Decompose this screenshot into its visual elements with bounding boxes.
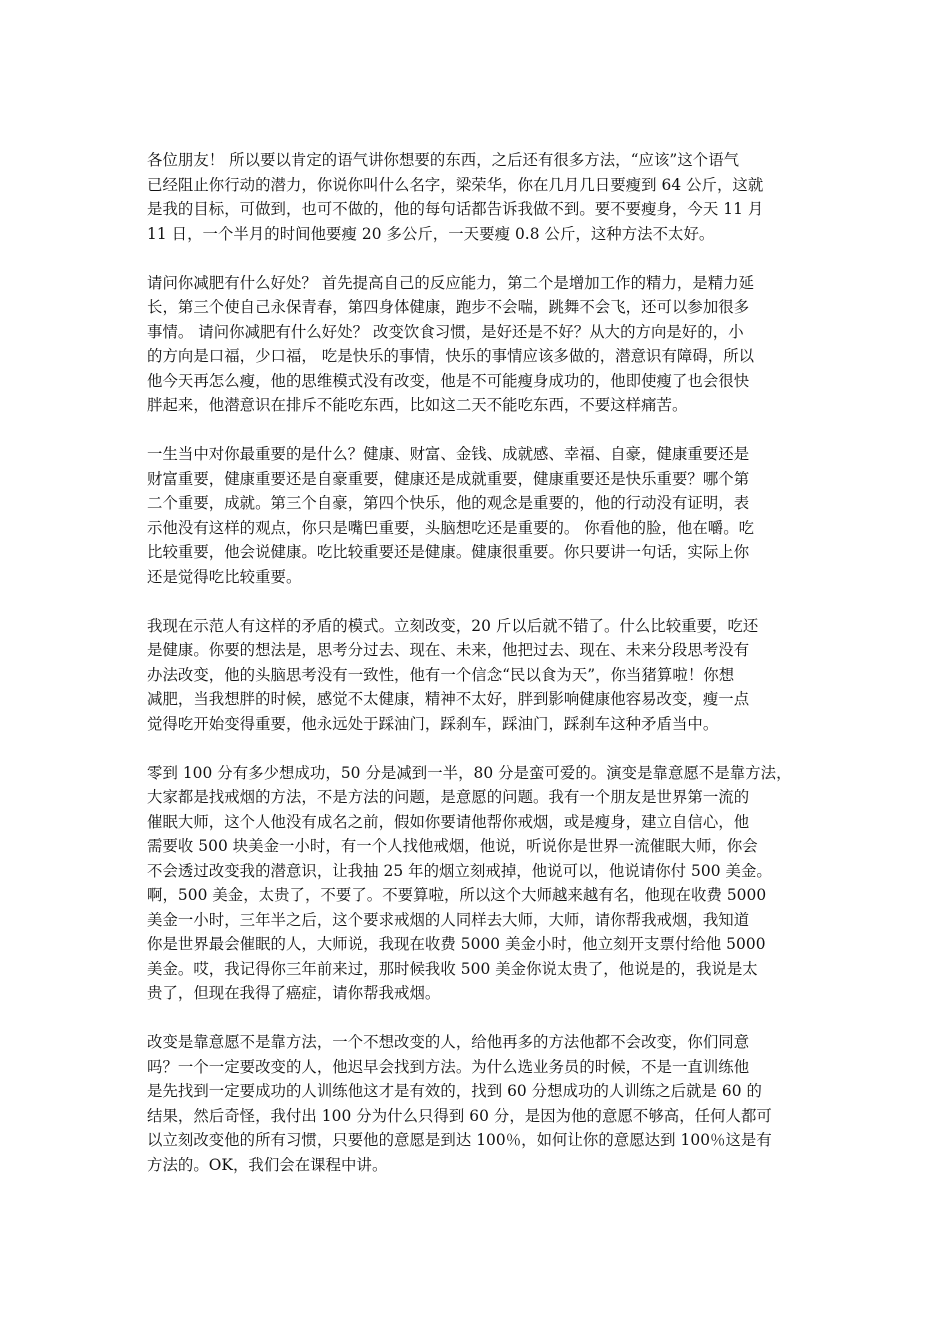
text-line: 不会透过改变我的潜意识，让我抽 25 年的烟立刻戒掉，他说可以，他说请你付 500 美金。 [147, 861, 772, 880]
text-line: 大家都是找戒烟的方法，不是方法的问题，是意愿的问题。我有一个朋友是世界第一流的 [147, 788, 750, 806]
text-line: 事情。 请问你减肥有什么好处？ 改变饮食习惯，是好还是不好？从大的方向是好的，小 [147, 322, 744, 341]
text-line: 财富重要，健康重要还是自豪重要，健康还是成就重要，健康重要还是快乐重要？哪个第 [147, 469, 750, 488]
text-line: 美金。哎，我记得你三年前来过，那时候我收 500 美金你说太贵了，他说是的，我说是太 [147, 959, 758, 978]
text-line: 办法改变，他的头脑思考没有一致性，他有一个信念“民以食为天”，你当猪算啦！你想 [147, 665, 735, 684]
text-line: 催眠大师，这个人他没有成名之前，假如你要请他帮你戒烟，或是瘦身，建立自信心，他 [147, 812, 750, 831]
text-line: 是健康。你要的想法是，思考分过去、现在、未来，他把过去、现在、未来分段思考没有 [147, 641, 750, 659]
text-line: 改变是靠意愿不是靠方法，一个不想改变的人，给他再多的方法他都不会改变，你们同意 [147, 1033, 750, 1051]
text-line: 他今天再怎么瘦，他的思维模式没有改变，他是不可能瘦身成功的，他即使瘦了也会很快 [147, 371, 750, 390]
text-line: 是我的目标，可做到，也可不做的，他的每句话都告诉我做不到。要不要瘦身，今天 11 月 [147, 200, 764, 218]
text-line: 已经阻止你行动的潜力，你说你叫什么名字，梁荣华，你在几月几日要瘦到 64 公斤，这就 [147, 175, 764, 194]
text-line: 你是世界最会催眠的人，大师说，我现在收费 5000 美金小时，他立刻开支票付给他 5000 [147, 935, 766, 953]
text-line: 以立刻改变他的所有习惯，只要他的意愿是到达 100％，如何让你的意愿达到 100％这是有 [147, 1131, 772, 1149]
paragraph-6 [147, 1030, 811, 1177]
text-line: 一生当中对你最重要的是什么？健康、财富、金钱、成就感、幸福、自豪，健康重要还是 [147, 445, 750, 463]
text-line: 觉得吃开始变得重要，他永远处于踩油门，踩刹车，踩油门，踩刹车这种矛盾当中。 [147, 714, 719, 733]
text-line: 是先找到一定要成功的人训练他这才是有效的，找到 60 分想成功的人训练之后就是 60 的 [147, 1082, 762, 1100]
document-page [147, 148, 811, 1202]
paragraph-3 [147, 442, 811, 589]
text-line: 我现在示范人有这样的矛盾的模式。立刻改变，20 斤以后就不错了。什么比较重要，吃还 [147, 616, 759, 635]
text-line: 请问你减肥有什么好处？ 首先提高自己的反应能力，第二个是增加工作的精力，是精力延 [147, 273, 755, 292]
paragraph-5 [147, 761, 811, 1006]
text-line: 啊，500 美金，太贵了，不要了。不要算啦，所以这个大师越来越有名，他现在收费 5000 [147, 886, 767, 904]
text-line: 需要收 500 块美金一小时，有一个人找他戒烟，他说，听说你是世界一流催眠大师，你会 [147, 837, 758, 855]
text-line: 长，第三个使自己永保青春，第四身体健康，跑步不会喘，跳舞不会飞，还可以参加很多 [147, 298, 750, 316]
text-line: 各位朋友！ 所以要以肯定的语气讲你想要的东西，之后还有很多方法，“应该”这个语气 [147, 151, 740, 169]
paragraph-2 [147, 271, 811, 418]
text-line: 方法的。OK，我们会在课程中讲。 [147, 1155, 388, 1174]
text-line: 贵了，但现在我得了癌症，请你帮我戒烟。 [147, 984, 441, 1002]
text-line: 二个重要，成就。第三个自豪，第四个快乐，他的观念是重要的，他的行动没有证明，表 [147, 494, 750, 512]
text-line: 还是觉得吃比较重要。 [147, 567, 302, 586]
paragraph-4 [147, 614, 811, 737]
text-line: 比较重要，他会说健康。吃比较重要还是健康。健康很重要。你只要讲一句话，实际上你 [147, 543, 750, 561]
text-line: 结果，然后奇怪，我付出 100 分为什么只得到 60 分，是因为他的意愿不够高，任何人都可 [147, 1106, 772, 1125]
text-line: 示他没有这样的观点，你只是嘴巴重要，头脑想吃还是重要的。 你看他的脸，他在嚼。吃 [147, 518, 755, 537]
text-line: 减肥，当我想胖的时候，感觉不太健康，精神不太好，胖到影响健康他容易改变，瘦一点 [147, 690, 750, 708]
text-line: 零到 100 分有多少想成功，50 分是减到一半，80 分是蛮可爱的。演变是靠意愿不是靠方法， [147, 763, 792, 782]
text-line: 11 日，一个半月的时间他要瘦 20 多公斤，一天要瘦 0.8 公斤，这种方法不太好。 [147, 224, 715, 243]
text-line: 吗？一个一定要改变的人，他迟早会找到方法。为什么选业务员的时候，不是一直训练他 [147, 1057, 750, 1076]
paragraph-1 [147, 148, 811, 246]
text-line: 胖起来，他潜意识在排斥不能吃东西，比如这二天不能吃东西，不要这样痛苦。 [147, 396, 688, 414]
text-line: 美金一小时，三年半之后，这个要求戒烟的人同样去大师，大师，请你帮我戒烟，我知道 [147, 910, 750, 929]
text-line: 的方向是口福，少口福， 吃是快乐的事情，快乐的事情应该多做的，潜意识有障碍，所以 [147, 347, 755, 365]
